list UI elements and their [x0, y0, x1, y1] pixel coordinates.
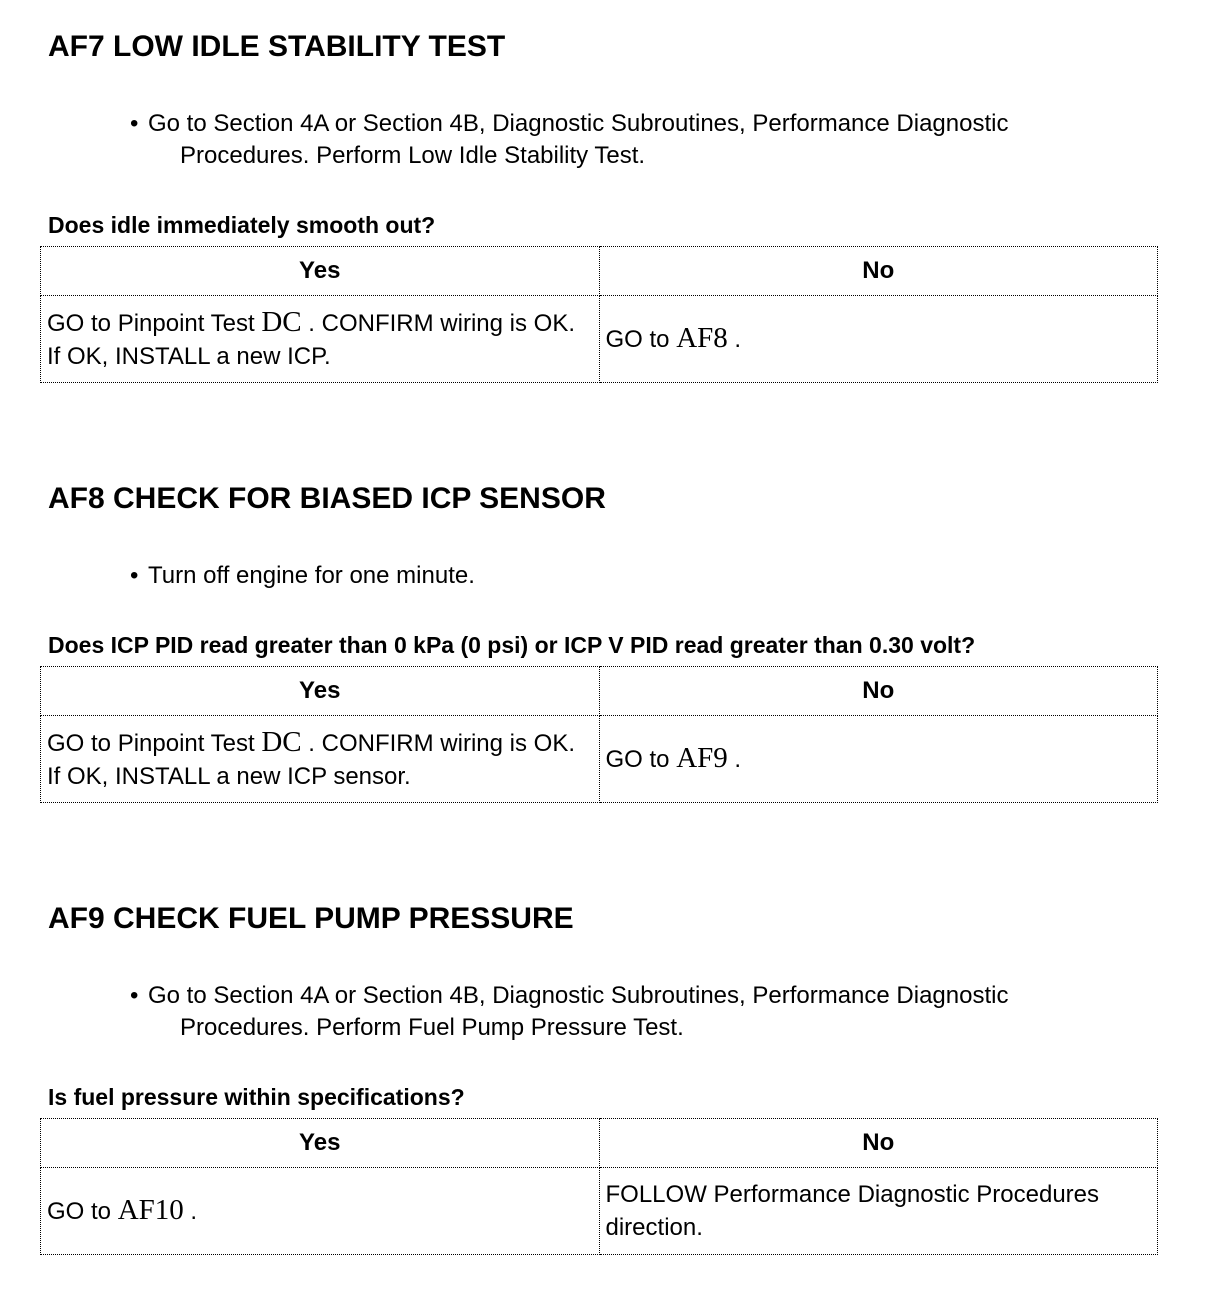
question: Does ICP PID read greater than 0 kPa (0 psi) or ICP V PID read greater than 0.30 volt?	[48, 632, 976, 658]
bullet-icon: •	[130, 110, 139, 137]
instruction-bullet: • Go to Section 4A or Section 4B, Diagnostic Subroutines, Performance Diagnostic Procedures. Perform Low Idle Stability Test.	[130, 110, 1009, 169]
answer-table	[40, 666, 1158, 803]
yes-cell: GO to AF10 .	[41, 1168, 600, 1255]
bullet-icon: •	[130, 982, 139, 1009]
question: Does idle immediately smooth out?	[48, 212, 436, 238]
no-cell: GO to AF9 .	[599, 716, 1158, 803]
link-af8[interactable]: AF8	[676, 322, 728, 354]
no-header: No	[599, 247, 1158, 296]
no-cell: FOLLOW Performance Diagnostic Procedures direction.	[599, 1168, 1158, 1255]
yes-header: Yes	[41, 1119, 600, 1168]
link-dc[interactable]: DC	[261, 725, 302, 758]
section-title: AF8 CHECK FOR BIASED ICP SENSOR	[48, 482, 606, 515]
yes-header: Yes	[41, 247, 600, 296]
link-dc[interactable]: DC	[261, 305, 302, 338]
link-af9[interactable]: AF9	[676, 742, 728, 774]
yes-cell: GO to Pinpoint Test DC . CONFIRM wiring is OK. If OK, INSTALL a new ICP.	[41, 296, 600, 383]
bullet-icon: •	[130, 562, 139, 589]
instruction-bullet: • Go to Section 4A or Section 4B, Diagnostic Subroutines, Performance Diagnostic Procedures. Perform Fuel Pump Pressure Test.	[130, 982, 1009, 1041]
answer-table	[40, 246, 1158, 383]
instruction-bullet: • Turn off engine for one minute.	[130, 560, 1160, 592]
question: Is fuel pressure within specifications?	[48, 1084, 465, 1110]
yes-cell: GO to Pinpoint Test DC . CONFIRM wiring is OK. If OK, INSTALL a new ICP sensor.	[41, 716, 600, 803]
section-title: AF9 CHECK FUEL PUMP PRESSURE	[48, 902, 574, 935]
link-af10[interactable]: AF10	[117, 1194, 184, 1226]
answer-table	[40, 1118, 1158, 1255]
yes-header: Yes	[41, 667, 600, 716]
section-title: AF7 LOW IDLE STABILITY TEST	[48, 30, 506, 63]
no-cell: GO to AF8 .	[599, 296, 1158, 383]
no-header: No	[599, 667, 1158, 716]
no-header: No	[599, 1119, 1158, 1168]
